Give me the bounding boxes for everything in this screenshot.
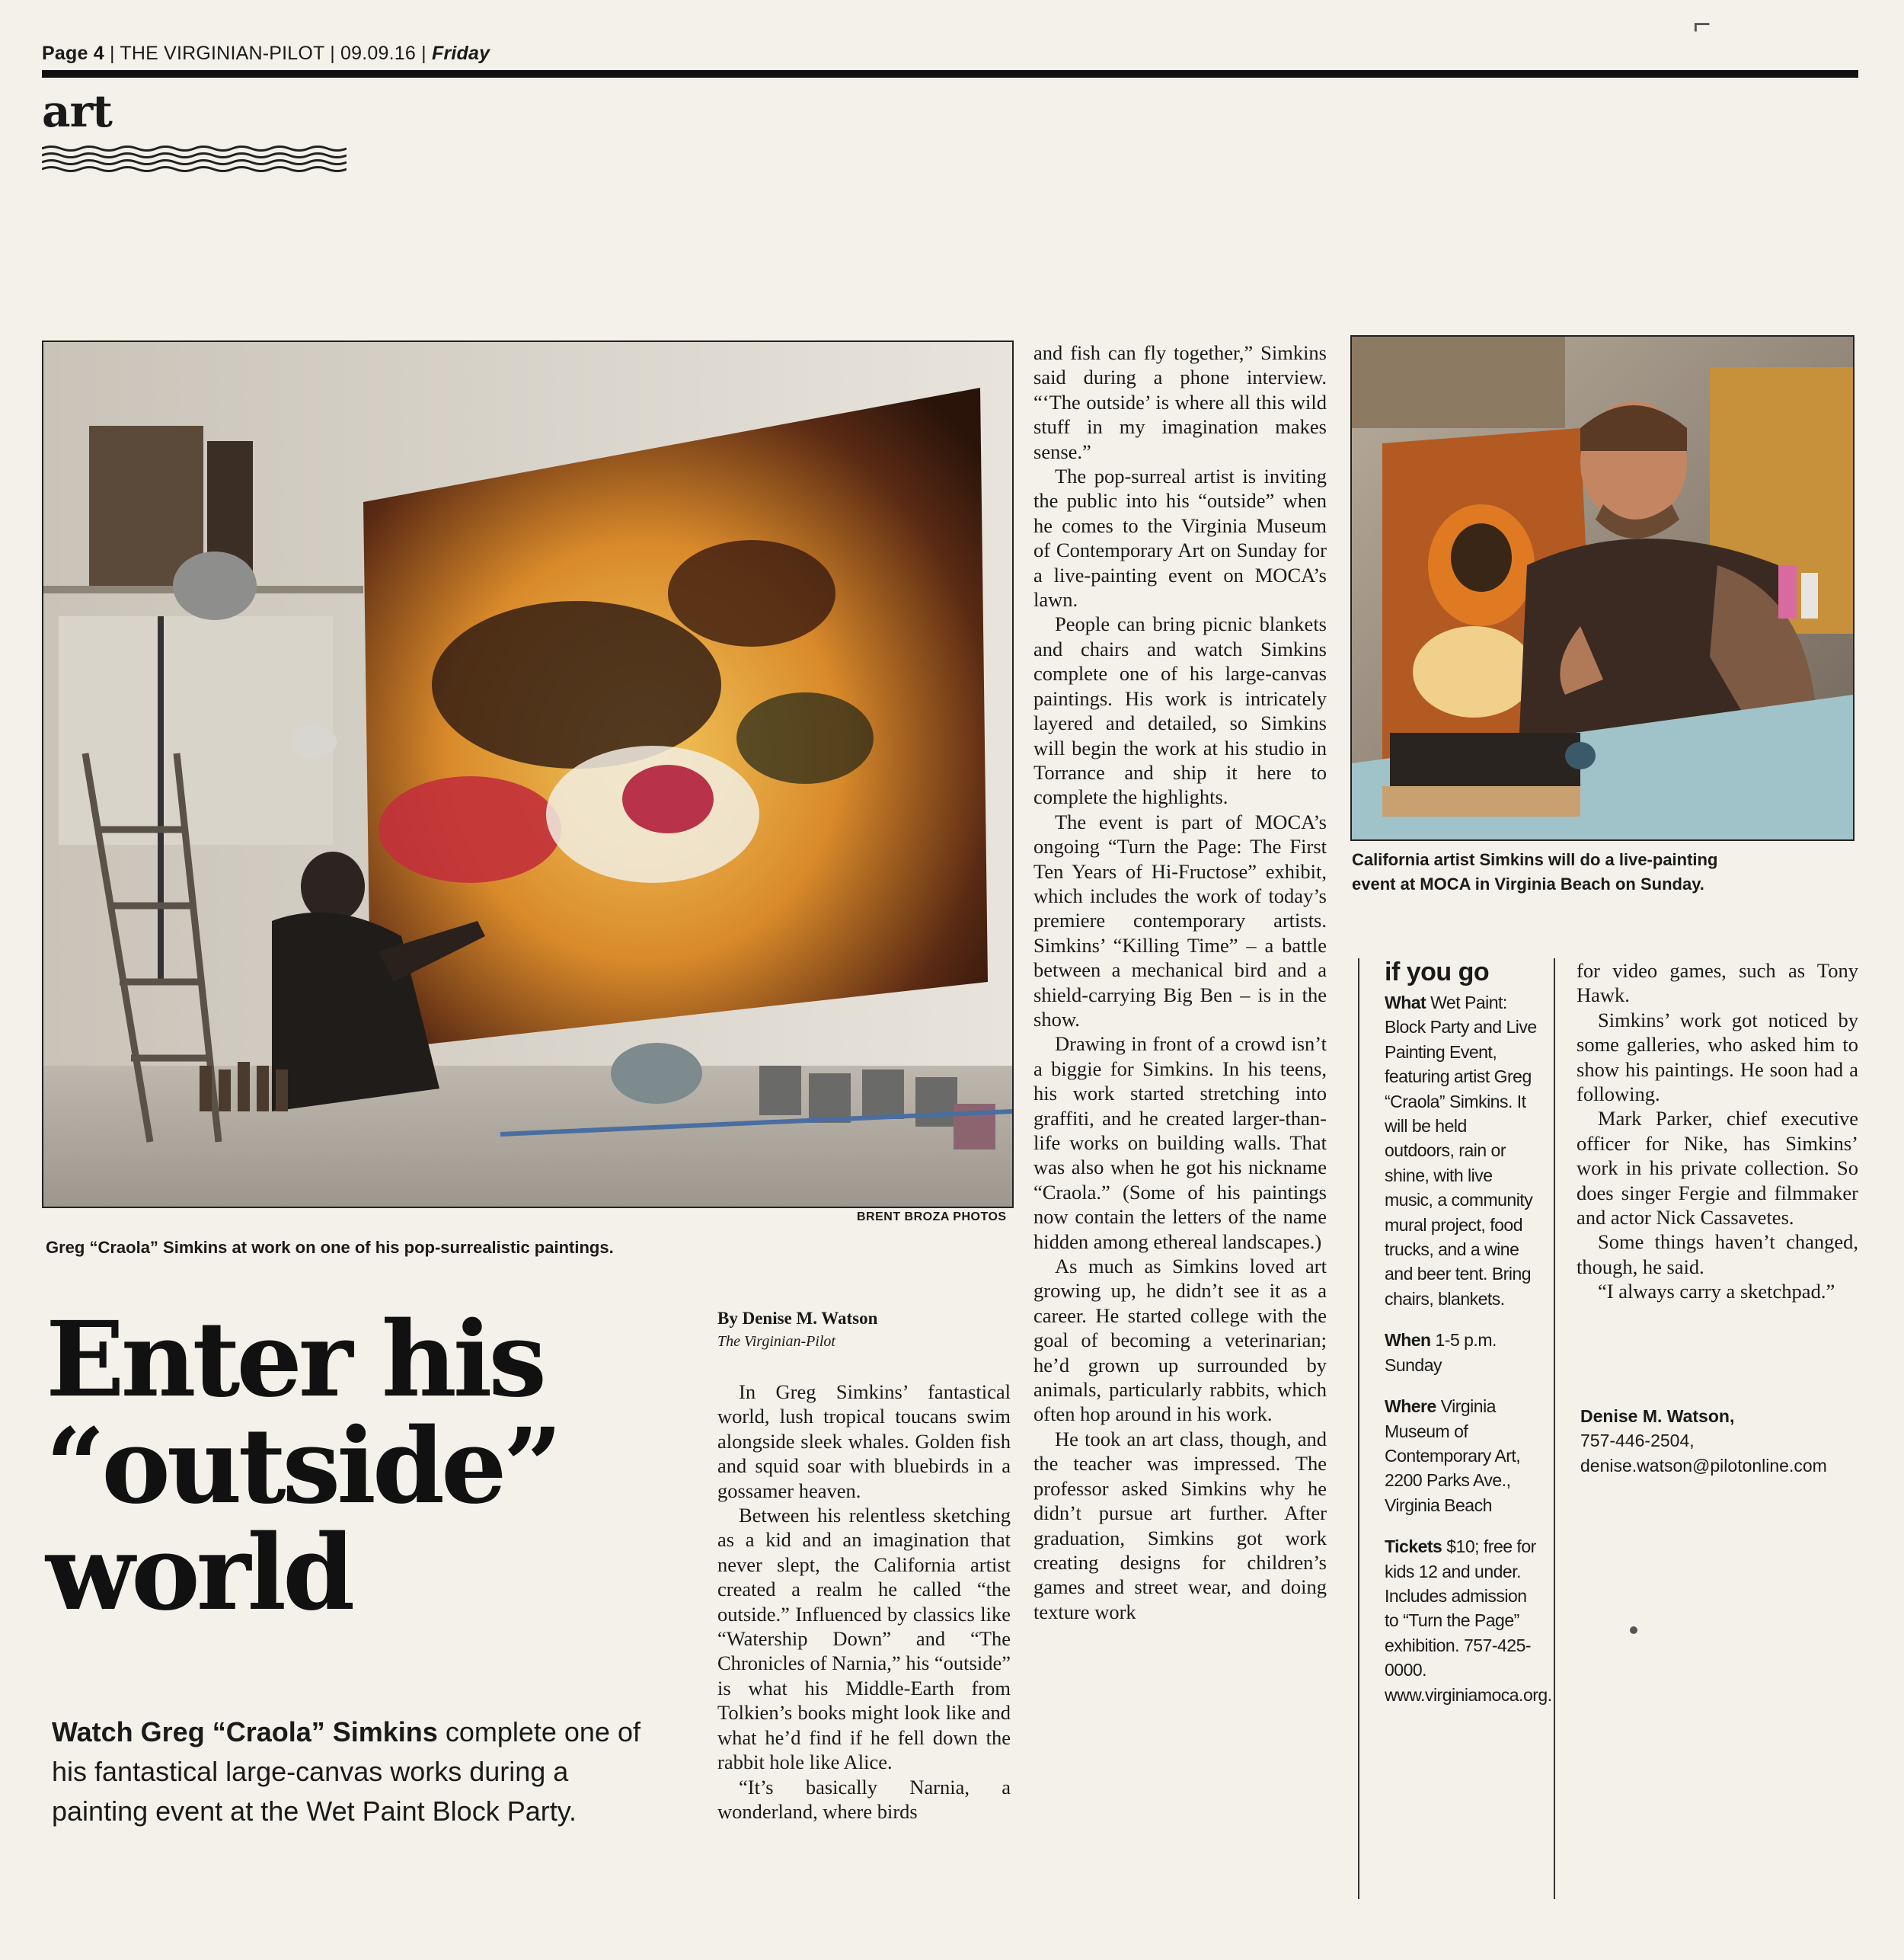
issue-day: Friday <box>431 43 490 64</box>
folio-separator: | <box>421 43 426 64</box>
side-photo <box>1350 335 1854 841</box>
side-caption-line-2: event at MOCA in Virginia Beach on Sunday. <box>1352 874 1704 894</box>
headline-line-2: “outside” <box>46 1405 559 1527</box>
author-signature <box>1580 1404 1862 1478</box>
paragraph: “I always carry a sketchpad.” <box>1598 1280 1835 1303</box>
sidebar-value: Wet Paint: Block Party and Live Painting Event, featuring artist Greg “Craola” Simkins. It will be held outdoors, rain or shine, with live music, a community mural project, food trucks, and a wine and beer tent. Bring chairs, blankets. <box>1385 993 1537 1309</box>
sidebar-when <box>1385 1328 1541 1377</box>
folio-separator: | <box>330 43 335 64</box>
sidebar-value: 1-5 p.m. Sunday <box>1385 1330 1497 1375</box>
byline-org: The Virginian-Pilot <box>717 1333 835 1350</box>
if-you-go-sidebar <box>1385 957 1552 1724</box>
signature-name: Denise M. Watson, <box>1580 1406 1735 1426</box>
paragraph: Simkins’ work got noticed by some galleries, who asked him to show his paintings. He soon had a following. <box>1577 1008 1858 1106</box>
main-photo-caption: Greg “Craola” Simkins at work on one of his pop-surrealistic paintings. <box>46 1238 614 1257</box>
sidebar-value: Virginia Museum of Contemporary Art, 2200 Parks Ave., Virginia Beach <box>1385 1396 1521 1515</box>
header-rule <box>42 70 1858 78</box>
sidebar-rule-left <box>1358 958 1359 1899</box>
paragraph: He took an art class, though, and the teacher was impressed. The professor asked Simkins why he didn’t pursue art further. After graduation, Simkins got work creating designs for children’s games and street wear, and doing texture work <box>1033 1427 1327 1623</box>
paragraph: Some things haven’t changed, though, he said. <box>1577 1230 1858 1278</box>
sidebar-label: What <box>1385 993 1426 1012</box>
headline <box>46 1299 559 1634</box>
headline-line-1: Enter his <box>46 1299 543 1421</box>
paragraph: and fish can fly together,” Simkins said during a phone interview. “‘The outside’ is where all this wild stuff in my imagination makes sense.” <box>1033 341 1327 463</box>
sidebar-what <box>1385 990 1541 1311</box>
paragraph: In Greg Simkins’ fantastical world, lush tropical toucans swim alongside sleek whales. Golden fish and squid soar with bluebirds in a gossamer heaven. <box>717 1380 1011 1502</box>
paragraph: for video games, such as Tony Hawk. <box>1577 959 1858 1007</box>
paper-name: THE VIRGINIAN-PILOT <box>120 43 325 64</box>
headline-line-3: world <box>46 1512 352 1634</box>
paragraph: People can bring picnic blankets and chairs and watch Simkins complete one of his large-canvas paintings. His work is intricately layered and detailed, so Simkins will begin the work at his studio in Torrance and ship it here to complete the highlights. <box>1033 612 1327 809</box>
dek-text: complete one of his fantastical large-canvas works during a painting event at the Wet Paint Block Party. <box>52 1716 641 1827</box>
paragraph: The event is part of MOCA’s ongoing “Turn the Page: The First Ten Years of Hi-Fructose” exhibit, which includes the work of today’s premiere contemporary artists. Simkins’ “Killing Time” – a battle between a mechanical bird and a shield-carrying Big Ben – is in the show. <box>1033 810 1327 1031</box>
byline-author: By Denise M. Watson <box>717 1309 878 1328</box>
paragraph: “It’s basically Narnia, a wonderland, where birds <box>717 1775 1011 1823</box>
side-caption-line-1: California artist Simkins will do a live-painting <box>1352 850 1718 869</box>
paragraph: Between his relentless sketching as a kid and an imagination that never slept, the California artist created a realm he called “the outside.” Influenced by classics like “Watership Down” and “The Chronicles of Narnia,” his “outside” is what his Middle-Earth from Tolkien’s books might look like and what he’d find if he fell down the rabbit hole like Alice. <box>717 1504 1011 1774</box>
sidebar-label: When <box>1385 1330 1431 1351</box>
photo-credit: BRENT BROZA PHOTOS <box>857 1210 1007 1223</box>
paragraph: As much as Simkins loved art growing up, he didn’t see it as a career. He started college with the goal of becoming a veterinarian; he’d grown up surrounded by animals, particularly rabbits, which often hop around in his work. <box>1033 1255 1327 1426</box>
paragraph: The pop-surreal artist is inviting the public into his “outside” when he comes to the Virginia Museum of Contemporary Art on Sunday for a live-painting event on MOCA’s lawn. <box>1033 465 1327 612</box>
sidebar-label: Tickets <box>1385 1536 1442 1557</box>
section-label: art <box>42 85 112 137</box>
page-number: Page 4 <box>42 43 104 64</box>
sidebar-title: if you go <box>1385 958 1490 986</box>
dek-bold: Watch Greg “Craola” Simkins <box>52 1716 438 1747</box>
paragraph: Drawing in front of a crowd isn’t a biggie for Simkins. In his teens, his work started stretching into graffiti, and he created larger-than-life works on building walls. That was also when he got his nickname “Craola.” (Some of his paintings now contain the letters of the name hidden among ethereal landscapes.) <box>1033 1032 1327 1253</box>
paragraph: Mark Parker, chief executive officer for Nike, has Simkins’ work in his private collection. So does singer Fergie and filmmaker and actor Nick Cassavetes. <box>1577 1107 1858 1229</box>
signature-phone: 757-446-2504, <box>1580 1431 1695 1451</box>
article-column-4 <box>1577 958 1858 1304</box>
sidebar-label: Where <box>1385 1396 1436 1417</box>
dek <box>52 1712 661 1831</box>
article-column-2 <box>1033 341 1327 1624</box>
issue-date: 09.09.16 <box>340 43 416 64</box>
side-photo-caption <box>1352 848 1854 897</box>
signature-email: denise.watson@pilotonline.com <box>1580 1455 1827 1476</box>
print-speck <box>1630 1626 1637 1634</box>
wave-ornament-icon <box>42 145 347 177</box>
sidebar-where <box>1385 1394 1541 1517</box>
crop-mark: ⌐ <box>1693 8 1711 41</box>
sidebar-tickets <box>1385 1534 1552 1707</box>
folio-line <box>42 43 490 65</box>
sidebar-rule-right <box>1554 958 1555 1899</box>
main-photo <box>42 341 1014 1208</box>
article-column-1 <box>717 1380 1011 1824</box>
sidebar-value: $10; free for kids 12 and under. Includes admission to “Turn the Page” exhibition. 757-425-0000. www.virginiamoca.org. <box>1385 1536 1552 1705</box>
folio-separator: | <box>109 43 115 64</box>
